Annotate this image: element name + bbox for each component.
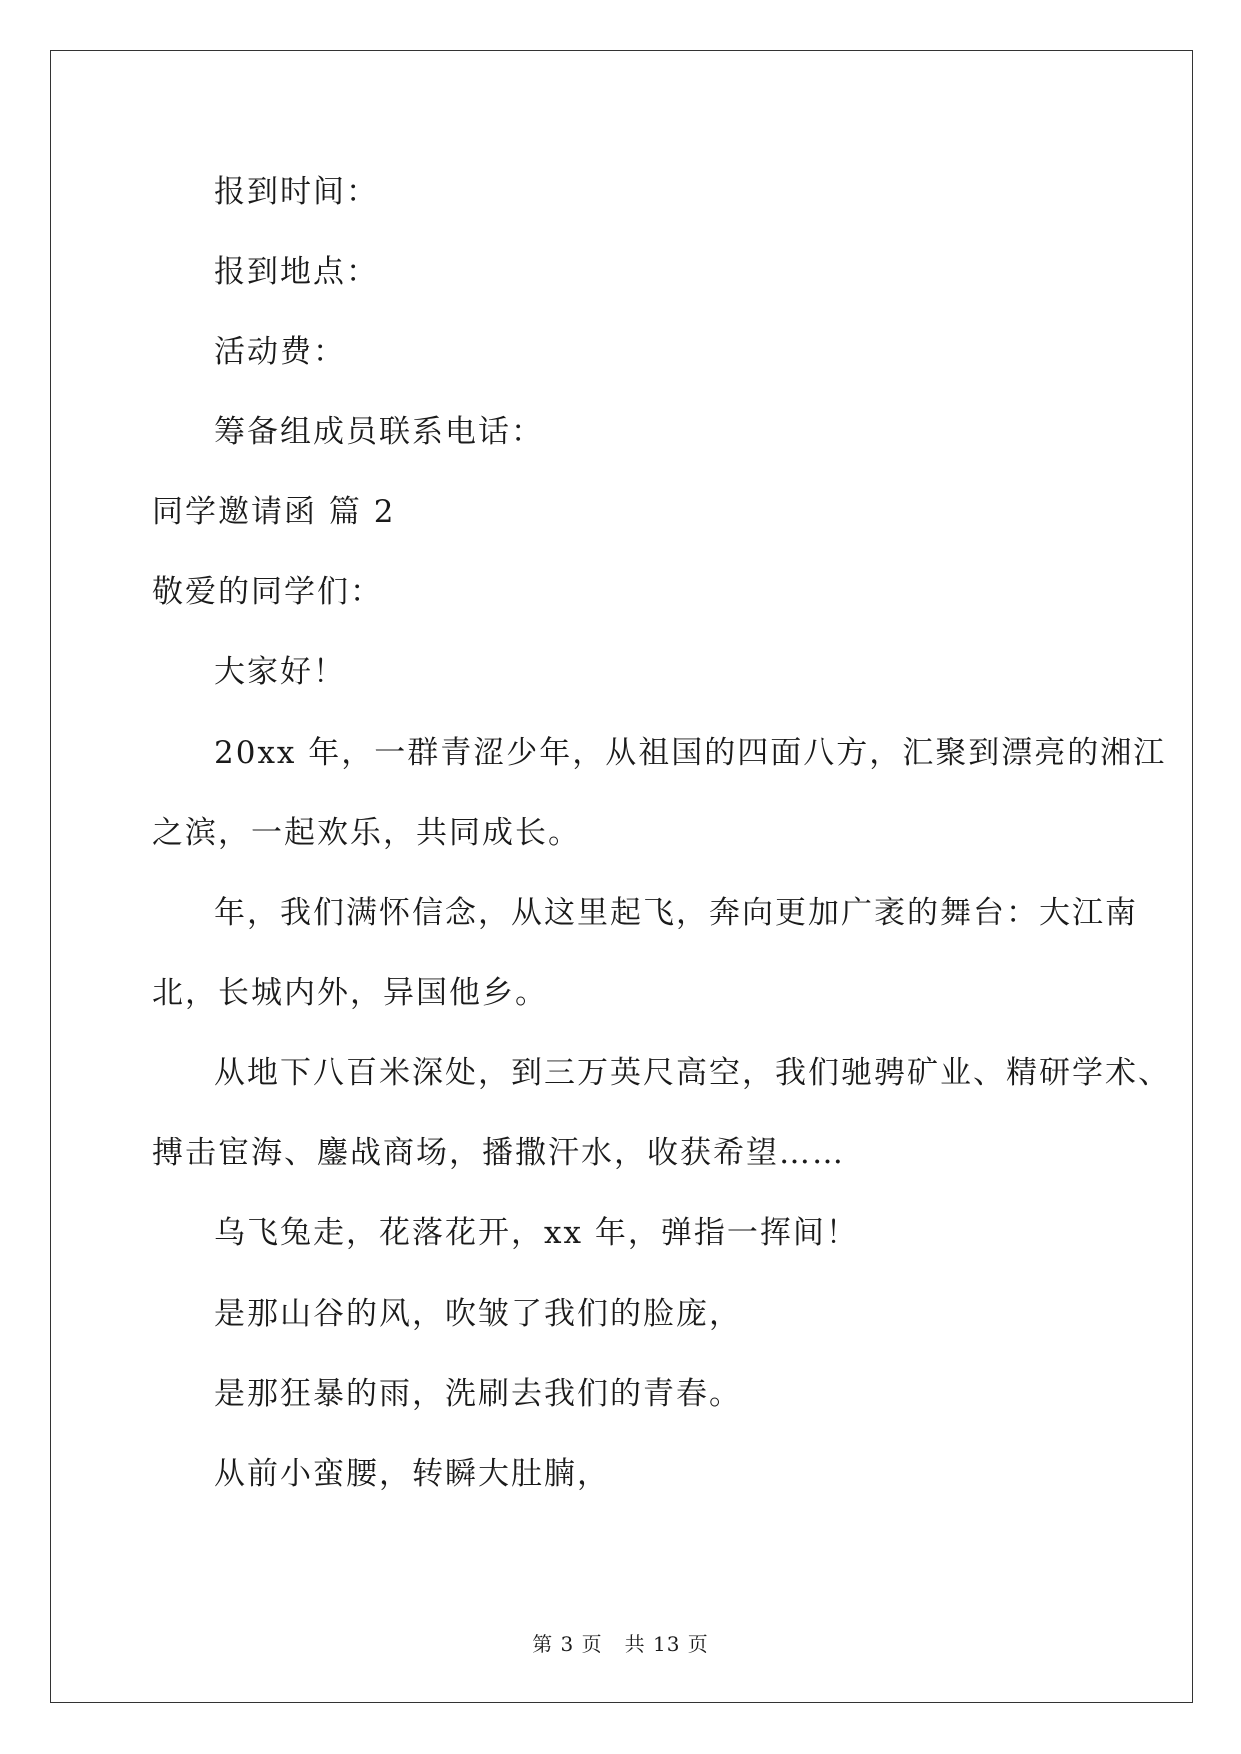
activity-fee-line: 活动费： xyxy=(214,334,346,370)
poem-line: 是那狂暴的雨，洗刷去我们的青春。 xyxy=(214,1376,742,1412)
section-heading: 同学邀请函 篇 2 xyxy=(152,494,396,530)
poem-line: 是那山谷的风，吹皱了我们的脸庞， xyxy=(214,1296,742,1332)
paragraph-line: 乌飞兔走，花落花开，xx 年，弹指一挥间！ xyxy=(214,1215,859,1251)
registration-place-line: 报到地点： xyxy=(214,254,379,290)
paragraph-line: 年，我们满怀信念，从这里起飞，奔向更加广袤的舞台：大江南 xyxy=(214,895,1138,931)
registration-time-line: 报到时间： xyxy=(214,174,379,210)
paragraph-line: 20xx 年，一群青涩少年，从祖国的四面八方，汇聚到漂亮的湘江 xyxy=(214,735,1167,771)
paragraph-line: 搏击宦海、鏖战商场，播撒汗水，收获希望…… xyxy=(152,1135,845,1171)
page-number-total: 共 13 页 xyxy=(624,1632,709,1656)
greeting: 大家好！ xyxy=(214,654,346,690)
page-number-current: 第 3 页 xyxy=(532,1632,603,1656)
paragraph-line: 北，长城内外，异国他乡。 xyxy=(152,975,548,1011)
organizer-contact-line: 筹备组成员联系电话： xyxy=(214,414,544,450)
salutation: 敬爱的同学们： xyxy=(152,574,383,610)
paragraph-line: 从地下八百米深处，到三万英尺高空，我们驰骋矿业、精研学术、 xyxy=(214,1055,1171,1091)
poem-line: 从前小蛮腰，转瞬大肚腩， xyxy=(214,1456,610,1492)
paragraph-line: 之滨，一起欢乐，共同成长。 xyxy=(152,815,581,851)
page-footer xyxy=(0,1631,1241,1657)
